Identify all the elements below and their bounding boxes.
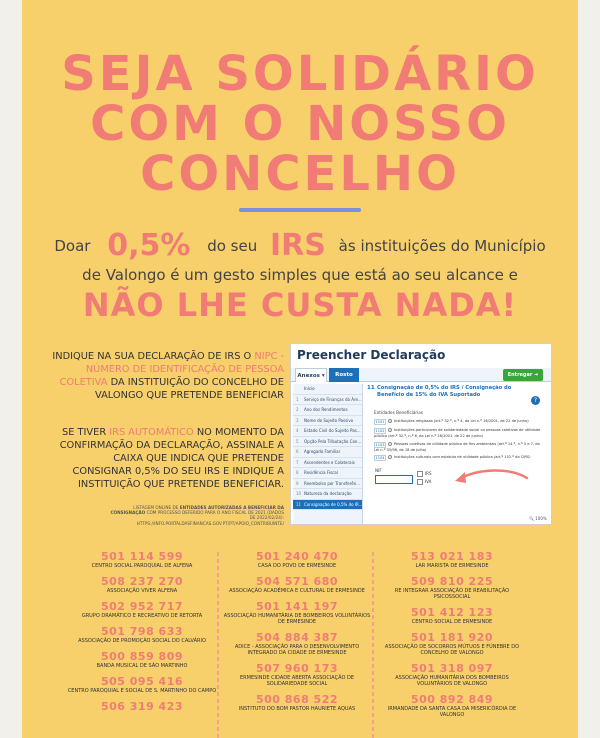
option-code: 1104	[375, 456, 385, 460]
intro-part3: às instituições do Município	[338, 237, 546, 255]
institution-entry	[377, 631, 527, 656]
sidebar-item[interactable]	[293, 416, 362, 427]
title-line-2: COM O NOSSO	[90, 96, 510, 152]
sidebar-item[interactable]	[293, 447, 362, 458]
institution-entry	[377, 693, 527, 718]
submit-button[interactable]: Entregar ➔	[503, 369, 543, 381]
sidebar-num: 4	[296, 428, 299, 433]
section-number: 11	[367, 385, 375, 391]
radio-icon[interactable]	[388, 455, 392, 459]
institution-entry	[67, 700, 217, 713]
option-text: Instituições culturais com estatuto de utilidade pública (art.º 152.º do CIRS)	[394, 455, 531, 459]
institution-name: ASSOCIAÇÃO HUMANITÁRIA DE BOMBEIROS VOLUNTÁRIOS DE ERMESINDE	[223, 613, 371, 625]
institution-entry	[67, 600, 217, 619]
radio-icon[interactable]	[388, 428, 392, 432]
instr1-b: DA INSTITUIÇÃO DO CONCELHO DE VALONGO QUE PRETENDE BENEFICIAR	[95, 377, 284, 401]
sidebar-label: Serviço de Finanças da Áre...	[304, 396, 362, 402]
entity-option[interactable]	[374, 419, 544, 425]
sidebar-item[interactable]	[293, 384, 362, 395]
option-code: 1101	[375, 420, 385, 424]
institution-entry	[67, 625, 217, 644]
sidebar-num: 5	[296, 438, 299, 444]
institution-name: LAR MARISTA DE ERMESINDE	[415, 563, 489, 569]
footnote	[110, 505, 284, 526]
nipc: 501 114 599	[100, 550, 184, 563]
sidebar-num: 9	[296, 480, 299, 486]
institution-name: ASSOCIAÇÃO DE PROMOÇÃO SOCIAL DO CALVÁRIO	[78, 638, 206, 644]
irs-checkbox[interactable]: IRS	[417, 471, 432, 477]
nipc: 502 952 717	[100, 600, 184, 613]
institution-entry	[67, 575, 217, 594]
title-underline	[239, 208, 361, 212]
sidebar-item[interactable]	[293, 479, 362, 490]
irs-highlight: IRS	[270, 228, 326, 263]
sidebar-item[interactable]	[293, 405, 362, 416]
nipc: 501 318 097	[410, 662, 494, 675]
entity-option[interactable]	[374, 428, 544, 439]
sidebar-item[interactable]	[293, 426, 362, 437]
column-divider	[372, 552, 374, 738]
sidebar-num: 2	[296, 407, 299, 412]
institution-name: BANDA MUSICAL DE SÃO MARTINHO	[96, 663, 188, 669]
sidebar-num: 8	[296, 470, 299, 475]
institution-name: ERMESINDE CIDADE ABERTA ASSOCIAÇÃO DE SOLIDARIEDADE SOCIAL	[240, 675, 354, 687]
institution-entry	[222, 631, 372, 656]
tab-rosto[interactable]: Rosto	[329, 368, 359, 382]
entities-label: Entidades Beneficiárias	[374, 410, 424, 415]
institution-name: INSTITUTO DO BOM PASTOR HAURIETE AQUAS	[238, 706, 356, 712]
institution-name: CENTRO SOCIAL DE ERMESINDE	[411, 619, 493, 625]
sidebar-item[interactable]	[293, 468, 362, 479]
portal-screenshot	[290, 343, 552, 525]
footnote-post: COM PROCESSO DEFERIDO PARA O ANO FISCAL DE 2021 (DADOS DE 2022/02/24):	[146, 510, 284, 521]
nif-input[interactable]	[375, 475, 413, 484]
institution-entry	[377, 606, 527, 625]
instr1-a: INDIQUE NA SUA DECLARAÇÃO DE IRS O	[52, 351, 252, 362]
option-text: Instituições particulares de solidariedade social ou pessoas coletivas de utilidade pública (art.º 32.º, n.º 6, da Lei n.º 16/2001, de 22 de junho)	[374, 428, 541, 439]
institutions-column-2	[222, 550, 372, 718]
instr2-a: SE TIVER	[62, 427, 107, 438]
nipc: 501 181 920	[410, 631, 494, 644]
pointer-arrow-icon	[451, 464, 531, 494]
section-title: Consignação de 0,5% do IRS / Consignação do Benefício de 15% do IVA Suportado	[377, 385, 512, 398]
option-code: 1102	[375, 429, 385, 433]
sidebar-label: Consignação de 0,5% do IR...	[304, 501, 362, 507]
sidebar-num: 3	[296, 417, 299, 423]
institution-name: CENTRO PAROQUIAL E SOCIAL DE S. MARTINHO DO CAMPO	[67, 688, 217, 694]
institution-name: GRUPO DRAMÁTICO E RECREATIVO DE RETORTA	[81, 613, 203, 619]
institution-name: CENTRO SOCIAL PAROQUIAL DE ALFENA	[91, 563, 193, 569]
institution-name: ASSOCIAÇÃO HUMANITÁRIA DOS BOMBEIROS VOLUNTÁRIOS DE VALONGO	[395, 675, 509, 687]
institution-name: RE INTEGRAR ASSOCIAÇÃO DE REABILITAÇÃO PSICOSSOCIAL	[394, 588, 510, 600]
nipc: 501 798 633	[100, 625, 184, 638]
column-divider	[217, 552, 219, 738]
entity-option[interactable]	[374, 442, 544, 453]
intro-part2: do seu	[207, 237, 258, 255]
sidebar-item-active[interactable]	[293, 500, 362, 511]
nipc: 504 571 680	[255, 575, 339, 588]
nif-label: NIF	[375, 468, 382, 473]
entity-option[interactable]	[374, 455, 544, 461]
sidebar-item[interactable]	[293, 489, 362, 500]
poster	[22, 0, 578, 738]
footnote-bold: ENTIDADES AUTORIZADAS A BENEFICIAR DA CONSIGNAÇÃO	[110, 505, 284, 516]
sidebar-label: Residência Fiscal	[304, 470, 338, 475]
iva-checkbox[interactable]: IVA	[417, 479, 431, 485]
nipc: 501 412 123	[410, 606, 494, 619]
nipc: 513 021 183	[410, 550, 494, 563]
instructions-automatic	[52, 426, 284, 491]
nipc: 504 884 387	[255, 631, 339, 644]
nipc: 509 810 225	[410, 575, 494, 588]
portal-sidebar	[293, 384, 363, 524]
institution-entry	[222, 550, 372, 569]
institution-entry	[222, 693, 372, 712]
radio-icon[interactable]	[388, 419, 392, 423]
institution-entry	[222, 662, 372, 687]
sidebar-label: Agregado Familiar	[304, 449, 341, 454]
footnote-url[interactable]: HTTPS://INFO.PORTALDASFINANCAS.GOV.PT/PT/APOIO_CONTRIBUINTE/	[136, 520, 284, 526]
sidebar-num: 10	[296, 491, 302, 496]
sidebar-label: Ascendentes e Colaterais	[304, 459, 355, 465]
title-line-3: CONCELHO	[140, 146, 460, 202]
institution-name: ADICE - ASSOCIAÇÃO PARA O DESENVOLVIMENTO INTEGRADO DA CIDADE DE ERMESINDE	[234, 644, 360, 656]
headline: NÃO LHE CUSTA NADA!	[82, 286, 518, 324]
nipc: 500 892 849	[410, 693, 494, 706]
title-line-1: SEJA SOLIDÁRIO	[61, 46, 539, 102]
zoom-indicator: 🔍 100%	[529, 516, 547, 521]
institutions-column-1	[67, 550, 217, 719]
institution-entry	[67, 650, 217, 669]
institution-name: ASSOCIAÇÃO ACADÉMICA E CULTURAL DE ERMESINDE	[229, 588, 365, 594]
sidebar-item[interactable]	[293, 458, 362, 469]
help-icon[interactable]: ?	[531, 396, 540, 405]
institution-entry	[222, 600, 372, 625]
intro-line-2: de Valongo é um gesto simples que está ao seu alcance e	[82, 266, 518, 284]
nipc: 505 095 416	[100, 675, 184, 688]
option-text: Pessoas coletivas de utilidade pública de fins ambientais (art.º 14.º, n.º 5 e 7, da Lei n.º 35/98, de 18 de julho)	[374, 442, 540, 453]
sidebar-num: 11	[296, 501, 302, 507]
portal-title: Preencher Declaração	[297, 348, 446, 362]
institution-name: IRMANDADE DA SANTA CASA DA MISERICÓRDIA DE VALONGO	[387, 706, 517, 718]
instr2-highlight: IRS AUTOMÁTICO	[109, 427, 194, 438]
nipc: 508 237 270	[100, 575, 184, 588]
institution-name: CASA DO POVO DE ERMESINDE	[257, 563, 337, 569]
percent-highlight: 0,5%	[107, 228, 191, 263]
sidebar-label: Natureza da declaração	[304, 491, 352, 496]
option-code: 1103	[375, 443, 385, 447]
sidebar-num: 1	[296, 396, 299, 402]
institution-entry	[67, 675, 217, 694]
nipc: 501 141 197	[255, 600, 339, 613]
instructions-nipc	[52, 350, 284, 402]
sidebar-num: 7	[296, 459, 299, 465]
sidebar-num: 6	[296, 449, 299, 454]
sidebar-item[interactable]	[293, 395, 362, 406]
sidebar-label: Opção Pela Tributação Con...	[304, 438, 362, 444]
nipc: 500 859 809	[100, 650, 184, 663]
nipc: 506 319 423	[100, 700, 184, 713]
sidebar-label: Reembolso por Transferên...	[304, 480, 361, 486]
sidebar-label: Início	[304, 386, 315, 391]
footnote-pre: LISTAGEM ONLINE DE	[133, 505, 179, 510]
institutions-column-3	[377, 550, 527, 724]
nipc: 500 868 522	[255, 693, 339, 706]
option-text: Instituições religiosas (art.º 32.º, n.º 4, da Lei n.º 16/2001, de 22 de junho)	[394, 419, 529, 423]
sidebar-label: Ano dos Rendimentos	[304, 407, 348, 412]
sidebar-item[interactable]	[293, 437, 362, 448]
institution-entry	[222, 575, 372, 594]
sidebar-label: Nome do Sujeito Passivo	[304, 417, 354, 423]
nipc: 501 240 470	[255, 550, 339, 563]
nipc: 507 960 173	[255, 662, 339, 675]
intro-part1: Doar	[54, 237, 91, 255]
institution-entry	[67, 550, 217, 569]
instr2-b: NO MOMENTO DA CONFIRMAÇÃO DA DECLARAÇÃO, ASSINALE A CAIXA QUE INDICA QUE PRETENDE CONSIGNAR 0,5% DO SEU IRS E INDIQUE A INSTITUIÇÃO QUE PRETENDE BENEFICIAR.	[59, 427, 284, 490]
institution-entry	[377, 550, 527, 569]
institution-name: ASSOCIAÇÃO VIVER ALFENA	[106, 588, 178, 594]
tab-anexos[interactable]: Anexos ▾	[295, 368, 327, 382]
sidebar-label: Estado Civil do Sujeito Pas...	[304, 428, 361, 433]
intro-line-1	[22, 228, 578, 263]
radio-icon[interactable]	[388, 442, 392, 446]
institution-name: ASSOCIAÇÃO DE SOCORROS MÚTUOS E FÚNEBRE DO CONCELHO DE VALONGO	[384, 644, 520, 656]
institution-entry	[377, 575, 527, 600]
institution-entry	[377, 662, 527, 687]
instr1-highlight: NIPC - NÚMERO DE IDENTIFICAÇÃO DE PESSOA COLETIVA	[59, 351, 284, 388]
